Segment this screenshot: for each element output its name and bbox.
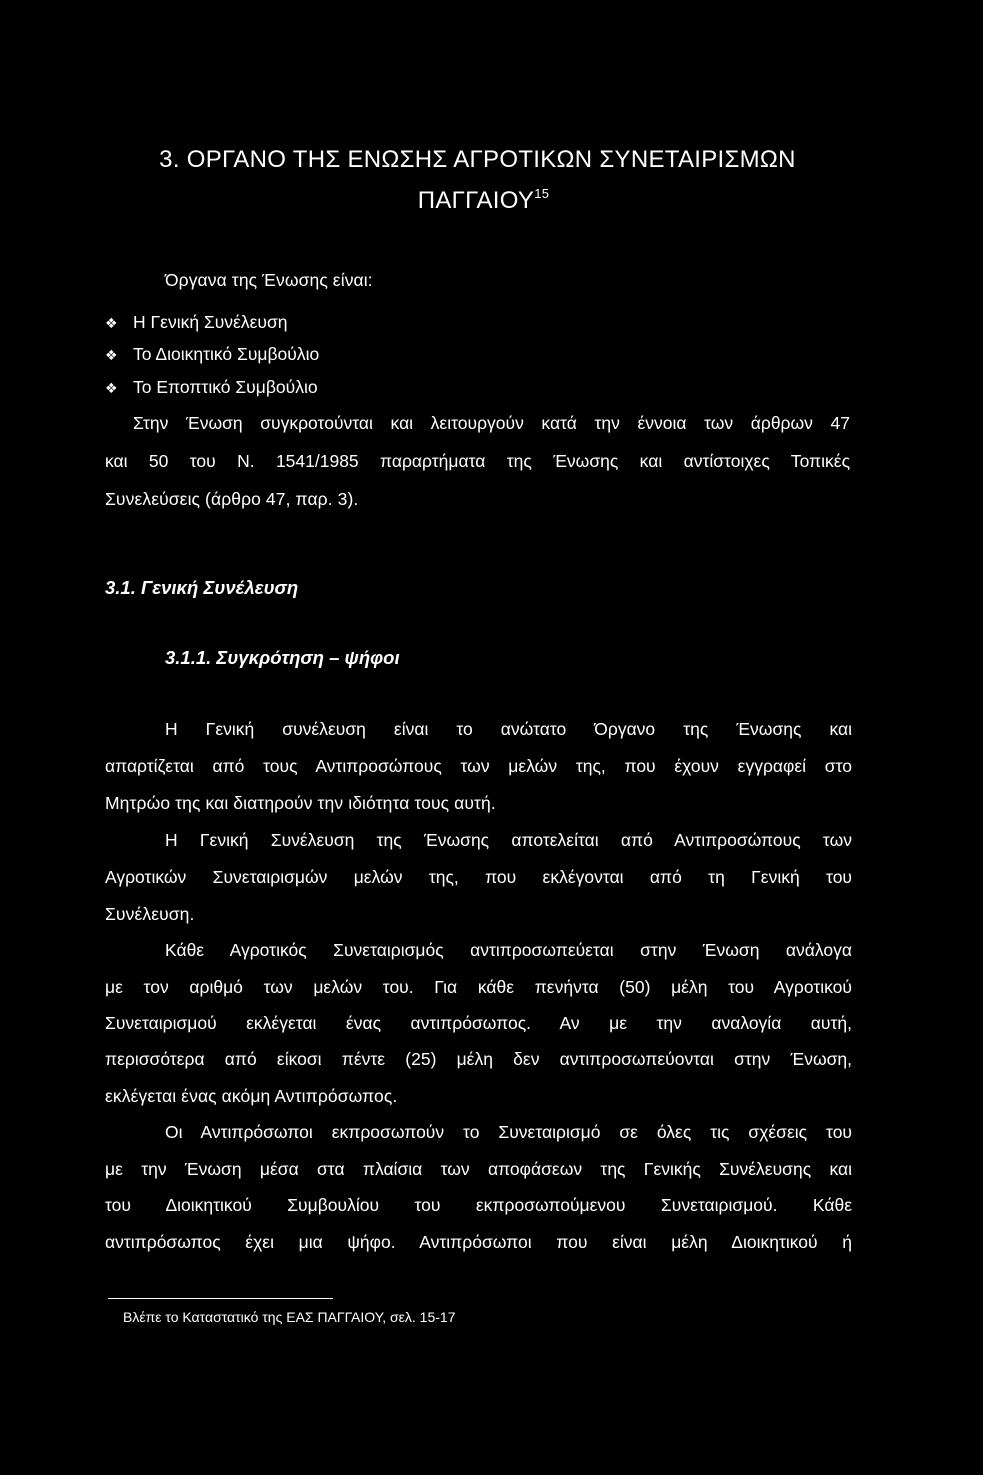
intro-lead: Όργανα της Ένωσης είναι: xyxy=(165,270,373,290)
paragraph-line: Η Γενική Συνέλευση της Ένωσης αποτελείται από Αντιπροσώπους των xyxy=(165,830,852,850)
paragraph-line: Στην Ένωση συγκροτούνται και λειτουργούν κατά την έννοια των άρθρων 47 xyxy=(133,413,850,433)
section-heading: 3.1. Γενική Συνέλευση xyxy=(105,577,299,598)
footnote-divider xyxy=(108,1298,333,1299)
paragraph-line: με την Ένωση μέσα στα πλαίσια των αποφάσεων της Γενικής Συνέλευσης και xyxy=(105,1159,852,1179)
paragraph-line: απαρτίζεται από τους Αντιπροσώπους των μελών της, που έχουν εγγραφεί στο xyxy=(105,756,852,776)
list-item-text: Το Εποπτικό Συμβούλιο xyxy=(133,377,318,397)
paragraph-line: με τον αριθμό των μελών του. Για κάθε πενήντα (50) μέλη του Αγροτικού xyxy=(105,977,852,997)
list-item xyxy=(105,377,318,398)
paragraph-line: Συνεταιρισμού εκλέγεται ένας αντιπρόσωπος. Αν με την αναλογία αυτή, xyxy=(105,1013,852,1033)
paragraph-line: και 50 του Ν. 1541/1985 παραρτήματα της Ένωσης και αντίστοιχες Τοπικές xyxy=(105,451,850,471)
bullet-icon: ❖ xyxy=(105,347,118,363)
list-item xyxy=(105,312,288,333)
list-item xyxy=(105,344,319,365)
list-item-text: Το Διοικητικό Συμβούλιο xyxy=(133,344,320,364)
paragraph-line: Οι Αντιπρόσωποι εκπροσωπούν το Συνεταιρισμό σε όλες τις σχέσεις του xyxy=(165,1122,852,1142)
paragraph-line: Αγροτικών Συνεταιρισμών μελών της, που εκλέγονται από τη Γενική του xyxy=(105,867,852,887)
paragraph-line: περισσότερα από είκοσι πέντε (25) μέλη δεν αντιπροσωπεύονται στην Ένωση, xyxy=(105,1049,852,1069)
page-title xyxy=(0,146,969,174)
bullet-icon: ❖ xyxy=(105,315,118,331)
paragraph-line: Μητρώο της και διατηρούν την ιδιότητα τους αυτή. xyxy=(105,793,496,813)
paragraph-line: αντιπρόσωπος έχει μια ψήφο. Αντιπρόσωποι που είναι μέλη Διοικητικού ή xyxy=(105,1232,852,1252)
footnote: Βλέπε το Καταστατικό της ΕΑΣ ΠΑΓΓΑΙΟΥ, σελ. 15-17 xyxy=(123,1309,456,1325)
subsection-heading: 3.1.1. Συγκρότηση – ψήφοι xyxy=(165,647,400,668)
paragraph-line: Κάθε Αγροτικός Συνεταιρισμός αντιπροσωπεύεται στην Ένωση ανάλογα xyxy=(165,940,852,960)
paragraph-line: Συνελεύσεις (άρθρο 47, παρ. 3). xyxy=(105,489,359,509)
paragraph-line: εκλέγεται ένας ακόμη Αντιπρόσωπος. xyxy=(105,1086,398,1106)
bullet-icon: ❖ xyxy=(105,380,118,396)
list-item-text: Η Γενική Συνέλευση xyxy=(133,312,288,332)
paragraph-line: Η Γενική συνέλευση είναι το ανώτατο Όργανο της Ένωσης και xyxy=(165,719,852,739)
paragraph-line: του Διοικητικού Συμβουλίου του εκπροσωπούμενου Συνεταιρισμού. Κάθε xyxy=(105,1195,852,1215)
page-title-line1: 3. ΟΡΓΑΝΟ ΤΗΣ ΕΝΩΣΗΣ ΑΓΡΟΤΙΚΩΝ ΣΥΝΕΤΑΙΡΙΣΜΩΝ xyxy=(159,146,796,173)
paragraph-line: Συνέλευση. xyxy=(105,904,195,924)
page-title-line2: ΠΑΓΓΑΙΟΥ xyxy=(417,187,535,214)
footnote-reference: 15 xyxy=(534,186,550,201)
page-title-continued xyxy=(0,186,975,215)
